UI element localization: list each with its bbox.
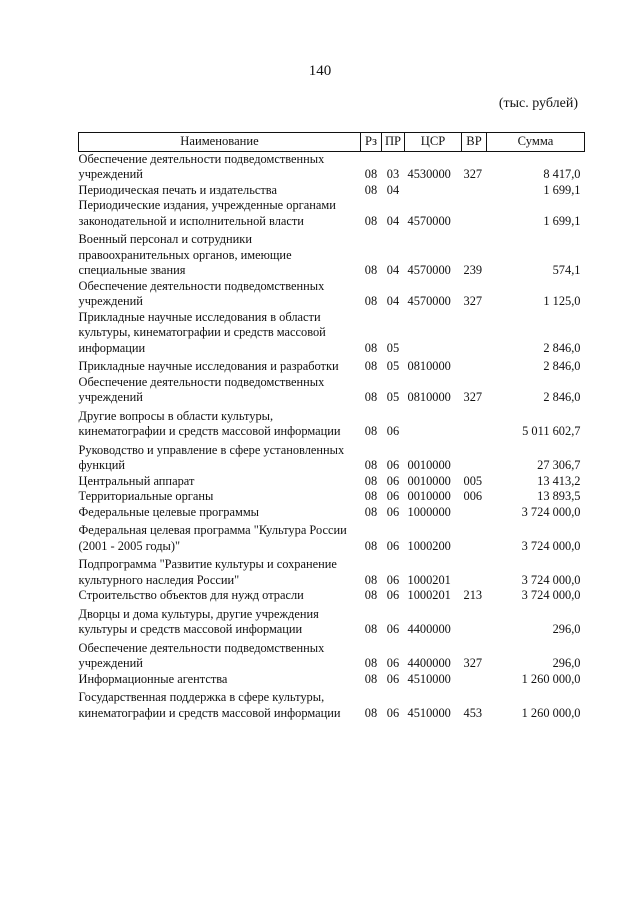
row-csr: 1000200 bbox=[407, 538, 451, 553]
row-sum: 574,1 bbox=[552, 263, 581, 277]
row-pr: 06 bbox=[386, 489, 400, 503]
table-row bbox=[79, 604, 585, 638]
row-rz: 08 bbox=[364, 340, 378, 355]
row-csr: 0810000 bbox=[407, 359, 451, 373]
row-pr: 06 bbox=[386, 572, 400, 587]
units-note: (тыс. рублей) bbox=[498, 96, 578, 111]
row-sum: 1 699,1 bbox=[543, 213, 581, 228]
row-vr: 327 bbox=[463, 656, 483, 670]
row-vr: 213 bbox=[463, 588, 483, 602]
row-pr: 05 bbox=[386, 390, 400, 404]
row-vr: 453 bbox=[463, 705, 483, 720]
table-row bbox=[79, 375, 585, 406]
header-name: Наименование bbox=[79, 133, 361, 152]
row-csr: 4510000 bbox=[407, 705, 451, 720]
table-row bbox=[79, 588, 585, 604]
row-name: Военный персонал и сотрудники правоохранительных органов, имеющие специальные звания bbox=[78, 232, 292, 277]
row-pr: 05 bbox=[386, 340, 400, 355]
row-name: Информационные агентства bbox=[78, 671, 228, 686]
row-vr: 327 bbox=[463, 167, 483, 181]
row-rz: 08 bbox=[364, 263, 378, 277]
row-csr: 4570000 bbox=[407, 213, 451, 228]
row-rz: 08 bbox=[364, 473, 378, 488]
row-name: Прикладные научные исследования в области культуры, кинематографии и средств массовой информации bbox=[78, 309, 326, 355]
header-sum: Сумма bbox=[487, 133, 585, 152]
row-sum: 13 413,2 bbox=[537, 473, 581, 488]
row-csr: 1000201 bbox=[407, 572, 451, 587]
row-sum: 2 846,0 bbox=[543, 359, 581, 373]
row-name: Дворцы и дома культуры, другие учреждения культуры и средств массовой информации bbox=[78, 606, 319, 636]
table-row bbox=[79, 520, 585, 554]
row-rz: 08 bbox=[364, 489, 378, 503]
header-row bbox=[79, 133, 585, 152]
row-name: Обеспечение деятельности подведомственных учреждений bbox=[78, 278, 325, 308]
row-vr bbox=[462, 440, 487, 474]
row-csr bbox=[405, 183, 462, 199]
table-row bbox=[79, 505, 585, 521]
row-sum: 8 417,0 bbox=[543, 167, 581, 181]
row-pr: 06 bbox=[386, 671, 400, 686]
row-vr bbox=[462, 554, 487, 588]
table-row bbox=[79, 279, 585, 310]
table-row bbox=[79, 310, 585, 357]
row-sum: 3 724 000,0 bbox=[521, 538, 581, 553]
row-pr: 04 bbox=[386, 294, 400, 308]
row-csr: 0010000 bbox=[407, 473, 451, 488]
row-csr: 4510000 bbox=[407, 671, 451, 686]
row-vr: 239 bbox=[463, 263, 483, 277]
row-rz: 08 bbox=[364, 390, 378, 404]
row-vr: 327 bbox=[463, 390, 483, 404]
row-name: Обеспечение деятельности подведомственных учреждений bbox=[78, 151, 325, 181]
row-vr bbox=[462, 520, 487, 554]
row-rz: 08 bbox=[364, 588, 378, 602]
row-pr: 06 bbox=[386, 622, 400, 636]
row-csr: 4570000 bbox=[407, 263, 451, 277]
table-row bbox=[79, 151, 585, 183]
row-csr: 1000000 bbox=[407, 504, 451, 519]
table-body bbox=[79, 151, 585, 721]
row-rz: 08 bbox=[364, 167, 378, 181]
table-row bbox=[79, 440, 585, 474]
row-pr: 06 bbox=[386, 424, 400, 438]
row-csr: 4400000 bbox=[407, 622, 451, 636]
row-rz: 08 bbox=[364, 182, 378, 197]
row-pr: 06 bbox=[386, 538, 400, 553]
table-row bbox=[79, 554, 585, 588]
row-vr bbox=[462, 505, 487, 521]
row-rz: 08 bbox=[364, 359, 378, 373]
row-rz: 08 bbox=[364, 424, 378, 438]
table-header bbox=[79, 133, 585, 152]
header-vr: ВР bbox=[462, 133, 487, 152]
table-row bbox=[79, 183, 585, 199]
row-sum: 296,0 bbox=[552, 622, 581, 636]
budget-table bbox=[78, 132, 585, 721]
row-name: Периодическая печать и издательства bbox=[78, 182, 277, 197]
row-sum: 296,0 bbox=[552, 656, 581, 670]
row-pr: 03 bbox=[386, 167, 400, 181]
row-name: Руководство и управление в сфере установленных функций bbox=[78, 442, 345, 472]
row-sum: 27 306,7 bbox=[537, 458, 581, 472]
row-name: Прикладные научные исследования и разработки bbox=[78, 359, 339, 373]
row-sum: 3 724 000,0 bbox=[521, 588, 581, 602]
row-pr: 04 bbox=[386, 213, 400, 228]
row-rz: 08 bbox=[364, 213, 378, 228]
row-csr: 0810000 bbox=[407, 390, 451, 404]
row-vr: 006 bbox=[463, 489, 483, 503]
row-pr: 06 bbox=[386, 588, 400, 602]
row-pr: 04 bbox=[386, 182, 400, 197]
row-name: Подпрограмма "Развитие культуры и сохранение культурного наследия России" bbox=[78, 557, 337, 587]
row-pr: 04 bbox=[386, 263, 400, 277]
row-csr: 4570000 bbox=[407, 294, 451, 308]
row-pr: 06 bbox=[386, 705, 400, 720]
row-sum: 2 846,0 bbox=[543, 340, 581, 355]
row-csr: 4530000 bbox=[407, 167, 451, 181]
row-name: Другие вопросы в области культуры, кинематографии и средств массовой информации bbox=[78, 408, 341, 438]
row-vr bbox=[462, 672, 487, 688]
row-vr: 327 bbox=[463, 294, 483, 308]
row-rz: 08 bbox=[364, 294, 378, 308]
row-name: Территориальные органы bbox=[78, 489, 214, 503]
row-csr bbox=[405, 310, 462, 357]
row-vr bbox=[462, 356, 487, 375]
header-rz: Рз bbox=[361, 133, 382, 152]
table-row bbox=[79, 474, 585, 490]
row-rz: 08 bbox=[364, 572, 378, 587]
row-csr: 0010000 bbox=[407, 489, 451, 503]
row-rz: 08 bbox=[364, 622, 378, 636]
row-vr bbox=[462, 310, 487, 357]
row-csr bbox=[405, 406, 462, 440]
table-row bbox=[79, 687, 585, 721]
row-rz: 08 bbox=[364, 705, 378, 720]
row-pr: 06 bbox=[386, 458, 400, 472]
row-name: Строительство объектов для нужд отрасли bbox=[78, 588, 304, 602]
row-sum: 3 724 000,0 bbox=[521, 504, 581, 519]
header-pr: ПР bbox=[382, 133, 405, 152]
table-row bbox=[79, 406, 585, 440]
row-vr bbox=[462, 604, 487, 638]
row-pr: 06 bbox=[386, 656, 400, 670]
row-sum: 13 893,5 bbox=[537, 489, 581, 503]
row-name: Центральный аппарат bbox=[78, 473, 195, 488]
row-name: Обеспечение деятельности подведомственных учреждений bbox=[78, 374, 325, 404]
row-csr: 1000201 bbox=[407, 588, 451, 602]
row-pr: 06 bbox=[386, 504, 400, 519]
row-pr: 06 bbox=[386, 473, 400, 488]
table-row bbox=[79, 672, 585, 688]
row-name: Федеральная целевая программа "Культура России (2001 - 2005 годы)" bbox=[78, 523, 347, 553]
table-row bbox=[79, 489, 585, 505]
table-row bbox=[79, 356, 585, 375]
row-name: Федеральные целевые программы bbox=[78, 504, 260, 519]
row-sum: 1 260 000,0 bbox=[521, 705, 581, 720]
page-number: 140 bbox=[308, 63, 332, 79]
row-name: Обеспечение деятельности подведомственных учреждений bbox=[78, 640, 325, 670]
row-vr bbox=[462, 406, 487, 440]
table-row bbox=[79, 638, 585, 672]
row-pr: 05 bbox=[386, 359, 400, 373]
row-rz: 08 bbox=[364, 538, 378, 553]
row-vr bbox=[462, 183, 487, 199]
row-rz: 08 bbox=[364, 671, 378, 686]
row-rz: 08 bbox=[364, 504, 378, 519]
row-rz: 08 bbox=[364, 656, 378, 670]
row-name: Государственная поддержка в сфере культуры, кинематографии и средств массовой информации bbox=[78, 690, 341, 720]
row-sum: 1 260 000,0 bbox=[521, 671, 581, 686]
table-row bbox=[79, 198, 585, 229]
row-name: Периодические издания, учрежденные органами законодательной и исполнительной власти bbox=[78, 198, 336, 228]
row-csr: 4400000 bbox=[407, 656, 451, 670]
row-sum: 1 699,1 bbox=[543, 182, 581, 197]
row-sum: 3 724 000,0 bbox=[521, 572, 581, 587]
table-row bbox=[79, 229, 585, 279]
header-csr: ЦСР bbox=[405, 133, 462, 152]
row-sum: 2 846,0 bbox=[543, 390, 581, 404]
row-sum: 1 125,0 bbox=[543, 294, 581, 308]
row-vr: 005 bbox=[463, 473, 483, 488]
row-vr bbox=[462, 198, 487, 229]
row-sum: 5 011 602,7 bbox=[522, 424, 581, 438]
row-rz: 08 bbox=[364, 458, 378, 472]
row-csr: 0010000 bbox=[407, 458, 451, 472]
